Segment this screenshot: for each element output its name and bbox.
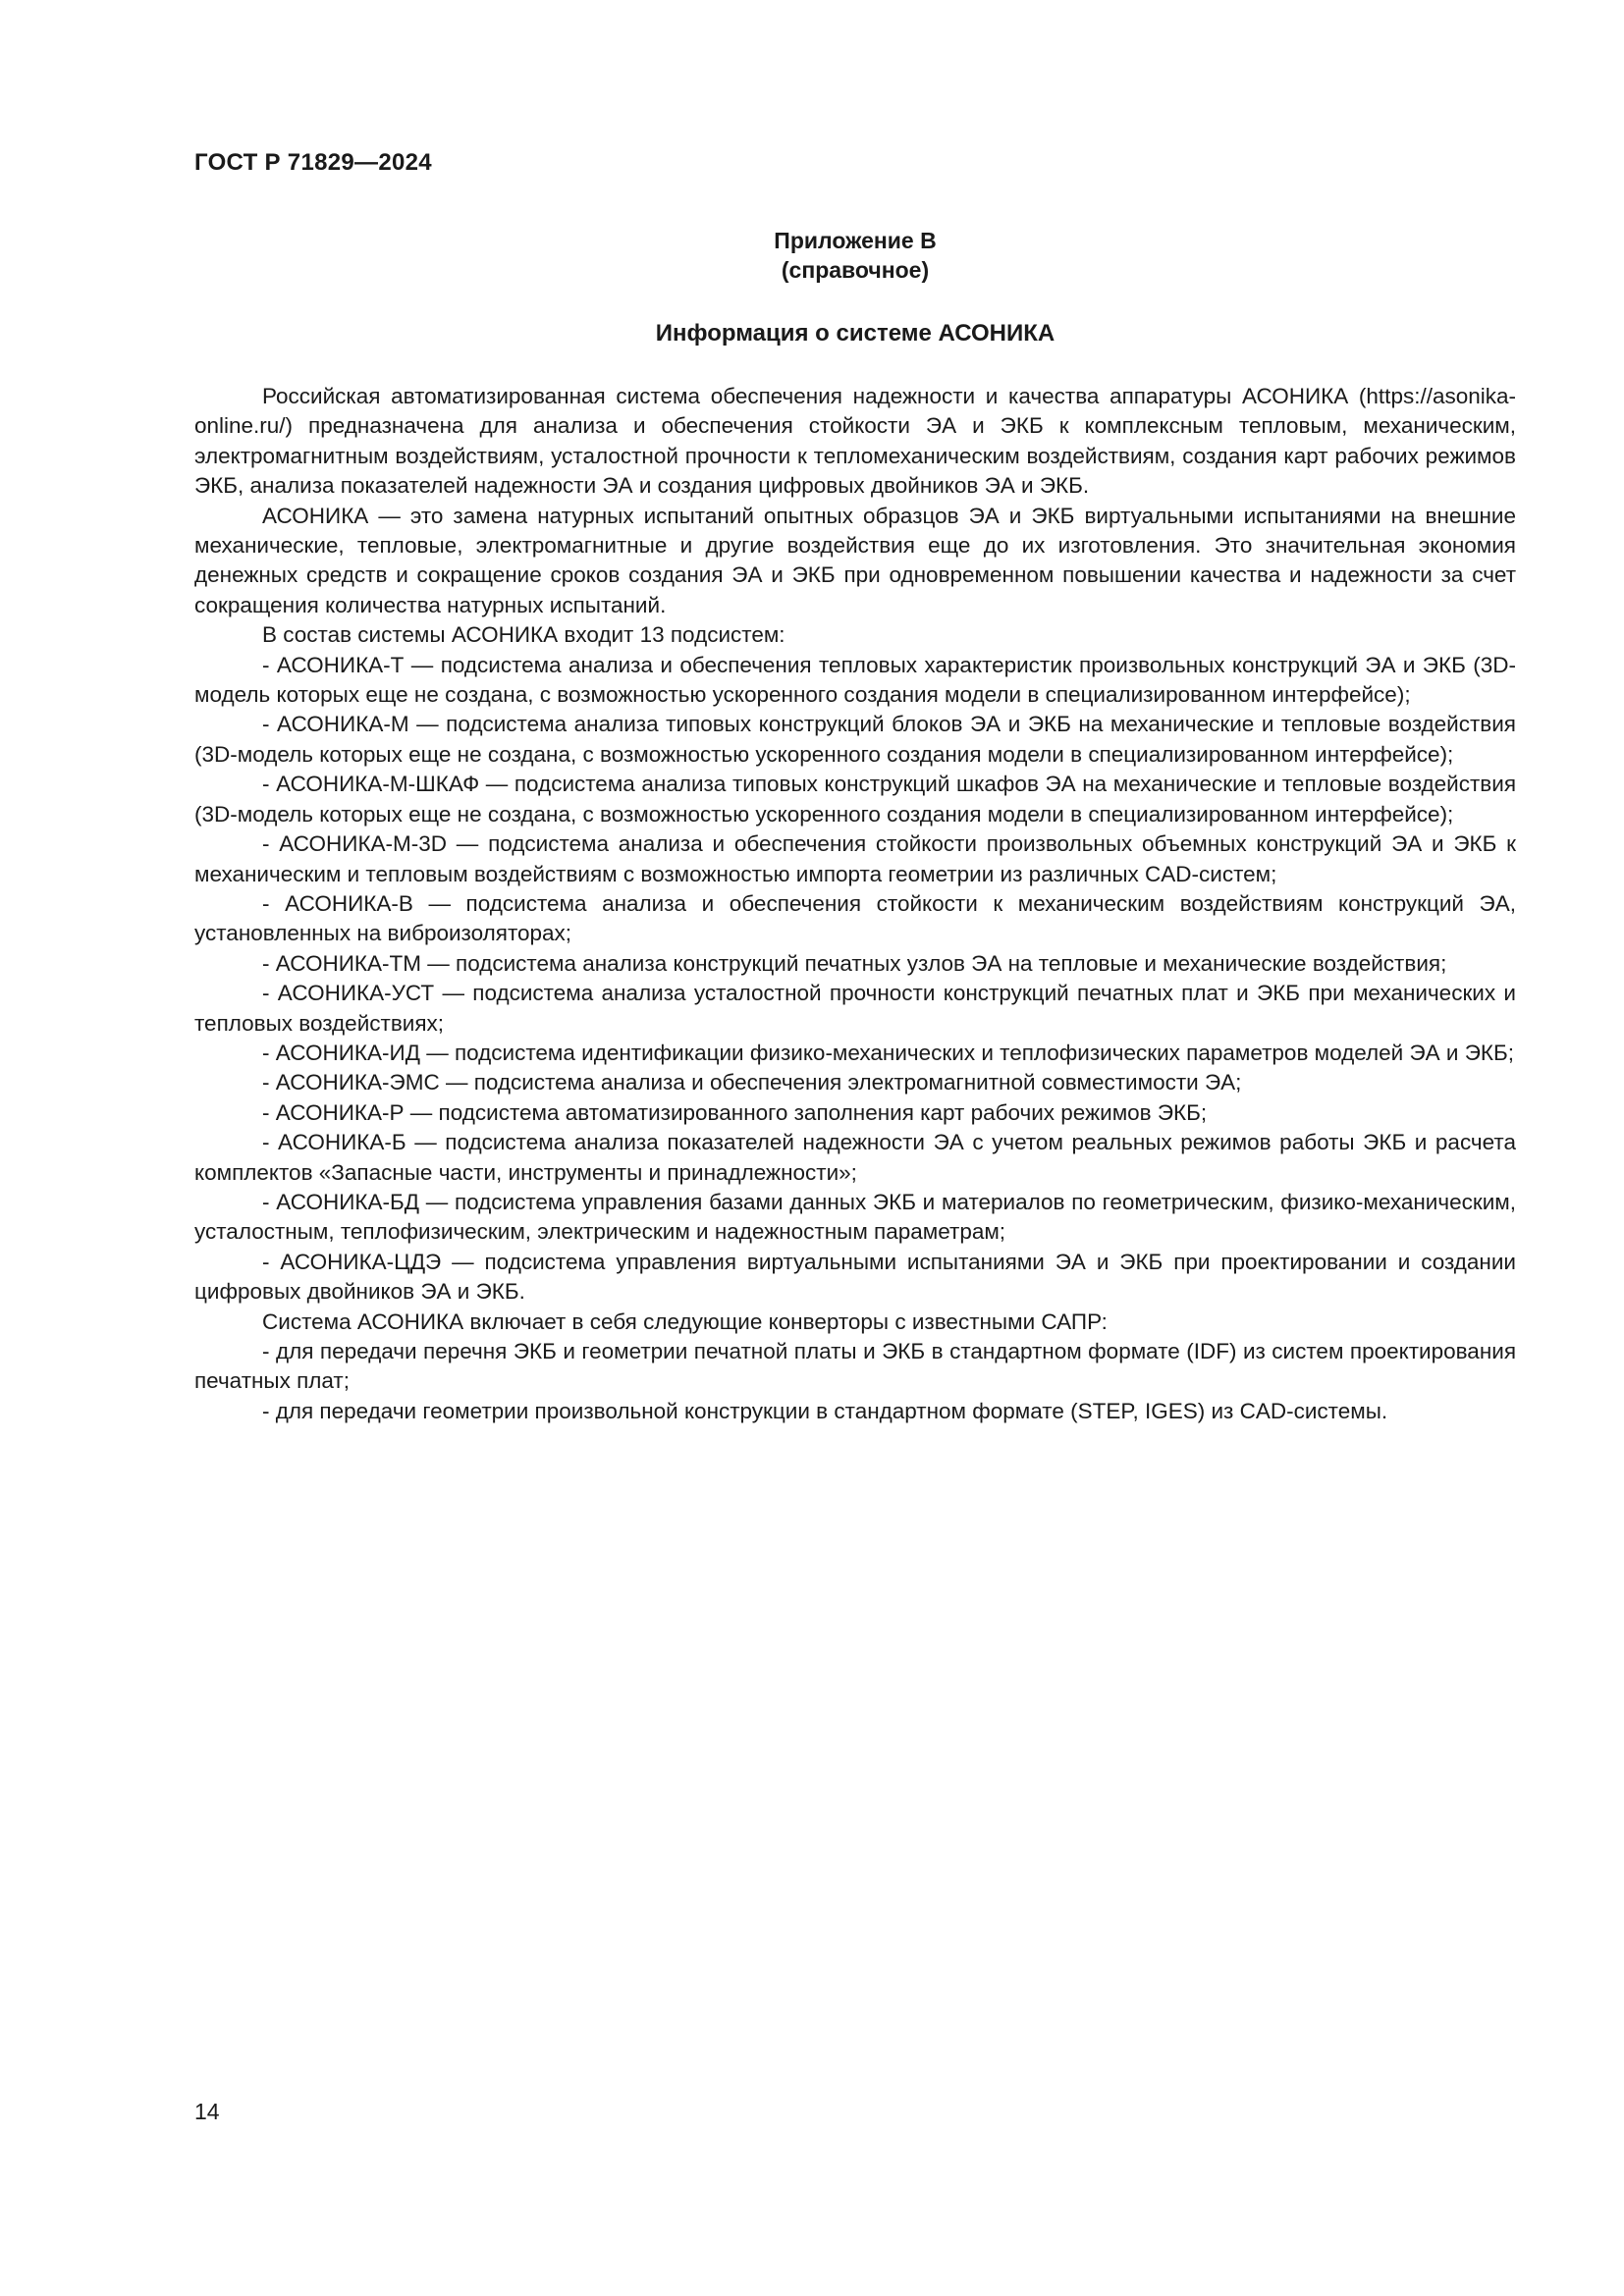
list-item-subsystem: - АСОНИКА-М-ШКАФ — подсистема анализа типовых конструкций шкафов ЭА на механические и тепловые воздействия (3D-модель которых еще не создана, с возможностью ускоренного создания модели в специализированном интерфейсе); [194,772,1516,827]
paragraph-converters-lead: Система АСОНИКА включает в себя следующие конверторы с известными САПР: [262,1308,1108,1334]
annex-label: Приложение В [774,228,937,253]
paragraph-intro: Российская автоматизированная система обеспечения надежности и качества аппаратуры АСОНИКА (https://asonika-online.ru/) предназначена для анализа и обеспечения стойкости ЭА и ЭКБ к комплексным тепловым, механическим, электромагнитным воздействиям, усталостной прочности к тепломеханическим воздействиям, создания карт рабочих режимов ЭКБ, анализа показателей надежности ЭА и создания цифровых двойников ЭА и ЭКБ. [194,384,1516,499]
list-item-subsystem: - АСОНИКА-М-3D — подсистема анализа и обеспечения стойкости произвольных объемных конструкций ЭА и ЭКБ к механическим и тепловым воздействиям с возможностью импорта геометрии из различных CAD-систем; [194,831,1516,886]
annex-heading [194,226,1516,285]
list-item-subsystem: - АСОНИКА-Б — подсистема анализа показателей надежности ЭА с учетом реальных режимов работы ЭКБ и расчета комплектов «Запасные части, инструменты и принадлежности»; [194,1130,1516,1185]
document-body [194,382,1516,1426]
list-item-subsystem: - АСОНИКА-БД — подсистема управления базами данных ЭКБ и материалов по геометрическим, физико-механическим, усталостным, теплофизическим, электрическим и надежностным параметрам; [194,1189,1516,1245]
annex-title: Информация о системе АСОНИКА [655,320,1056,347]
list-item-subsystem: - АСОНИКА-Т — подсистема анализа и обеспечения тепловых характеристик произвольных конструкций ЭА и ЭКБ (3D-модель которых еще не создана, с возможностью ускоренного создания модели в специализированном интерфейсе); [194,652,1516,708]
list-item-subsystem: - АСОНИКА-ИД — подсистема идентификации физико-механических и теплофизических параметров моделей ЭА и ЭКБ; [262,1040,1515,1065]
paragraph-subsystems-lead: В состав системы АСОНИКА входит 13 подсистем: [262,622,785,648]
list-item-converter: - для передачи геометрии произвольной конструкции в стандартном формате (STEP, IGES) из CAD-системы. [262,1398,1388,1423]
list-item-subsystem: - АСОНИКА-М — подсистема анализа типовых конструкций блоков ЭА и ЭКБ на механические и тепловые воздействия (3D-модель которых еще не создана, с возможностью ускоренного создания модели в специализированном интерфейсе); [194,712,1516,767]
list-item-subsystem: - АСОНИКА-В — подсистема анализа и обеспечения стойкости к механическим воздействиям конструкций ЭА, установленных на виброизоляторах; [194,890,1516,946]
page-number: 14 [194,2099,220,2124]
list-item-subsystem: - АСОНИКА-ЦДЭ — подсистема управления виртуальными испытаниями ЭА и ЭКБ при проектировании и создании цифровых двойников ЭА и ЭКБ. [194,1249,1516,1305]
list-item-subsystem: - АСОНИКА-ЭМС — подсистема анализа и обеспечения электромагнитной совместимости ЭА; [262,1070,1242,1095]
annex-kind: (справочное) [781,257,930,283]
list-item-subsystem: - АСОНИКА-УСТ — подсистема анализа усталостной прочности конструкций печатных плат и ЭКБ при механических и тепловых воздействиях; [194,981,1516,1036]
document-header: ГОСТ Р 71829—2024 [194,149,432,176]
list-item-subsystem: - АСОНИКА-ТМ — подсистема анализа конструкций печатных узлов ЭА на тепловые и механические воздействия; [262,950,1447,976]
list-item-subsystem: - АСОНИКА-Р — подсистема автоматизированного заполнения карт рабочих режимов ЭКБ; [262,1099,1208,1125]
list-item-converter: - для передачи перечня ЭКБ и геометрии печатной платы и ЭКБ в стандартном формате (IDF) из систем проектирования печатных плат; [194,1339,1516,1394]
paragraph-purpose: АСОНИКА — это замена натурных испытаний опытных образцов ЭА и ЭКБ виртуальными испытаниями на внешние механические, тепловые, электромагнитные и другие воздействия еще до их изготовления. Это значительная экономия денежных средств и сокращение сроков создания ЭА и ЭКБ при одновременном повышении качества и надежности за счет сокращения количества натурных испытаний. [194,503,1516,617]
